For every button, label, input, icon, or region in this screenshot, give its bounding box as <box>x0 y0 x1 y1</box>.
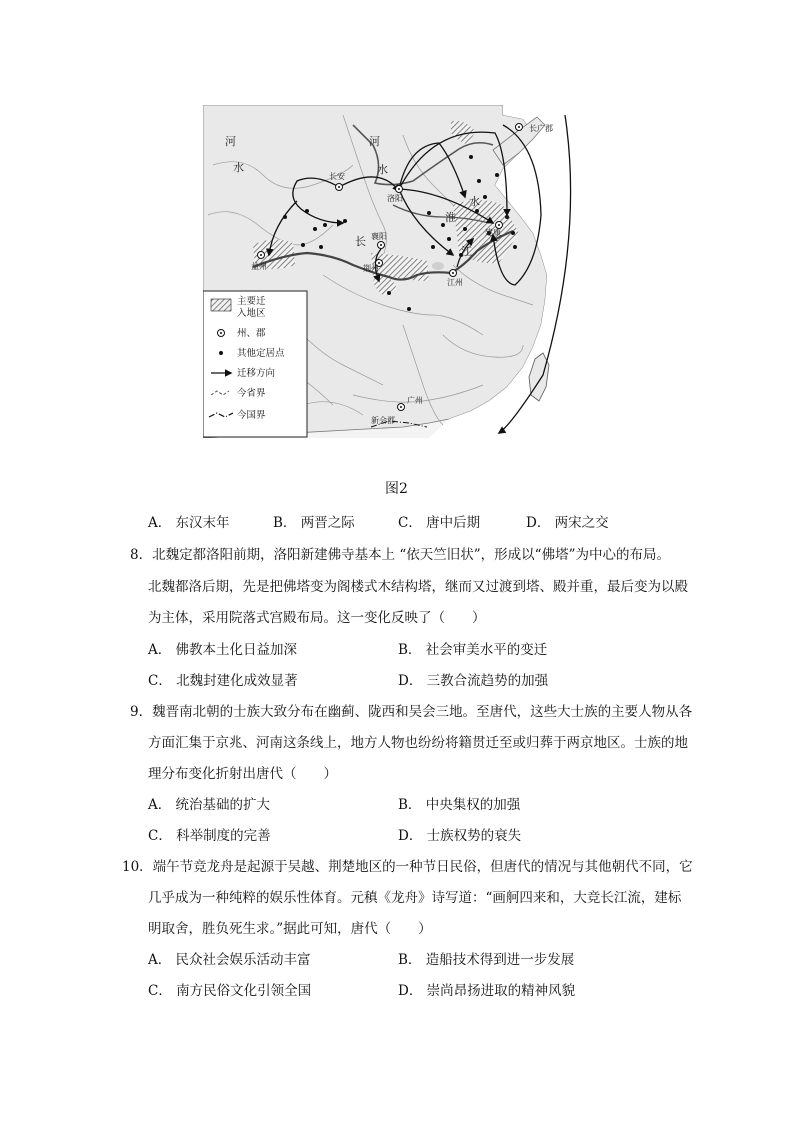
label-guangzhou: 广州 <box>407 396 423 405</box>
q7-option-c[interactable]: C． 唐中后期 <box>398 515 481 531</box>
q10-stem-line-1: 10．端午节竞龙舟是起源于吴越、荆楚地区的一种节日民俗，但唐代的情况与其他朝代不同，它 <box>122 859 693 875</box>
label-huai: 淮 <box>445 211 456 224</box>
q9-option-c[interactable]: C． 科举制度的完善 <box>148 828 271 844</box>
label-xiangyang: 襄阳 <box>371 232 387 241</box>
legend-label-settlement: 其他定居点 <box>237 348 285 359</box>
q8-option-b[interactable]: B． 社会审美水平的变迁 <box>398 642 548 658</box>
legend-label-province: 今省界 <box>237 388 266 399</box>
figure-caption: 图2 <box>385 481 408 497</box>
map-legend <box>203 291 307 437</box>
q9-stem-line-2: 方面汇集于京兆、河南这条线上，地方人物也纷纷将籍贯迁至或归葬于两京地区。士族的地 <box>148 735 688 751</box>
q10-option-a[interactable]: A． 民众社会娱乐活动丰富 <box>148 952 311 968</box>
q7-option-b[interactable]: B． 两晋之际 <box>273 515 355 531</box>
q8-option-c[interactable]: C． 北魏封建化成效显著 <box>148 673 298 689</box>
q10-stem-line-3: 明取舍，胜负死生求。”据此可知，唐代（ ） <box>148 921 432 937</box>
q9-stem-line-1: 9．魏晋南北朝的士族大致分布在幽蓟、陇西和吴会三地。至唐代，这些大士族的主要人物从各 <box>130 704 693 720</box>
legend-settlement-icon <box>219 351 223 355</box>
label-he-north: 河 <box>225 135 236 148</box>
q8-stem-line-3: 为主体，采用院落式宫殿布局。这一变化反映了（ ） <box>148 610 486 626</box>
q9-option-d[interactable]: D． 士族权势的衰失 <box>398 828 522 844</box>
legend-label-national: 今国界 <box>237 410 266 421</box>
q7-option-d[interactable]: D． 两宋之交 <box>526 515 609 531</box>
q8-stem-line-2: 北魏都洛后期，先是把佛塔变为阁楼式木结构塔，继而又过渡到塔、殿并重，最后变为以殿 <box>148 579 688 595</box>
lake <box>432 262 444 270</box>
legend-label-commandery: 州、郡 <box>237 328 266 339</box>
q8-option-d[interactable]: D． 三教合流趋势的加强 <box>398 673 549 689</box>
q9-stem-line-3: 理分布变化折射出唐代（ ） <box>148 766 337 782</box>
legend-label-region-2: 入地区 <box>237 308 266 319</box>
label-shui-north: 水 <box>233 161 244 174</box>
label-xinhui: 新会郡 <box>371 416 395 425</box>
migration-map <box>203 105 591 438</box>
label-luoyang: 洛阳 <box>387 194 403 203</box>
label-changan: 长安 <box>329 172 345 181</box>
q7-option-a[interactable]: A． 东汉末年 <box>148 515 230 531</box>
label-jiang: 江 <box>461 245 472 258</box>
label-shui-east: 水 <box>469 195 480 208</box>
label-changguang: 长广郡 <box>529 124 553 133</box>
q8-stem-line-1: 8．北魏定都洛阳前期，洛阳新建佛寺基本上 “依天竺旧状”，形成以“佛塔”为中心的布局。 <box>130 547 670 563</box>
label-jingzhou: 荆州 <box>363 264 379 273</box>
q10-option-b[interactable]: B． 造船技术得到进一步发展 <box>398 952 575 968</box>
q8-option-a[interactable]: A． 佛教本土化日益加深 <box>148 642 298 658</box>
q9-option-b[interactable]: B． 中央集权的加强 <box>398 797 521 813</box>
label-he-center: 河 <box>369 135 380 148</box>
label-chang: 长 <box>355 235 366 248</box>
label-shui-center: 水 <box>377 163 388 176</box>
q10-option-c[interactable]: C． 南方民俗文化引领全国 <box>148 983 312 999</box>
q10-stem-line-2: 几乎成为一种纯粹的娱乐性体育。元稹《龙舟》诗写道：“画舸四来和，大竞长江流，建标 <box>148 890 682 906</box>
legend-label-direction: 迁移方向 <box>237 368 276 379</box>
label-yizhou: 益州 <box>251 262 267 271</box>
label-jiankang: 建康 <box>485 228 501 237</box>
map-svg <box>203 105 591 438</box>
q10-option-d[interactable]: D． 崇尚昂扬进取的精神风貌 <box>398 983 576 999</box>
label-jiangzhou: 江州 <box>447 278 463 287</box>
legend-label-region-1: 主要迁 <box>237 296 266 307</box>
q9-option-a[interactable]: A． 统治基础的扩大 <box>148 797 271 813</box>
legend-hatch-swatch <box>211 299 231 311</box>
